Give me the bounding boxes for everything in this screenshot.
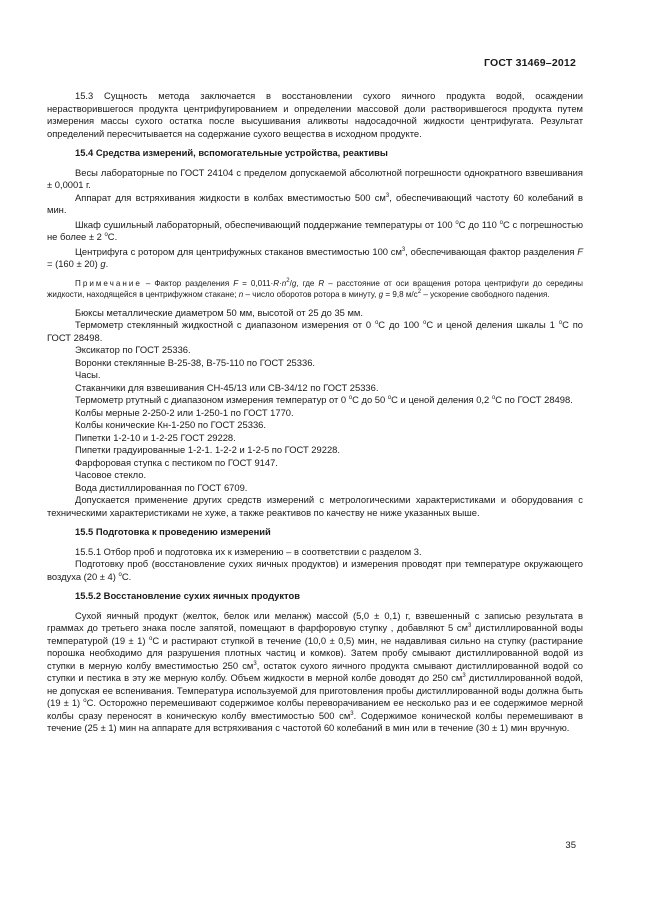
page-number: 35 [565, 840, 576, 851]
item-centrifuge: Центрифуга с ротором для центрифужных стаканов вместимостью 100 $см^3$, обеспечивающая фактор разделения F = (160 ± 20) g. [47, 245, 584, 269]
item-volumetric-flasks: Колбы мерные 2-250-2 или 1-250-1 по ГОСТ 1770. [75, 406, 294, 418]
item-mortar: Фарфоровая ступка с пестиком по ГОСТ 9147. [75, 456, 278, 468]
paragraph-allowed-alternatives: Допускается применение других средств измерений с метрологическими характеристиками и оборудования с техническими характеристиками не хуже, а также реактивов по качеству не ниже указанных выше. [47, 494, 583, 518]
item-scales: Весы лабораторные по ГОСТ 24104 с пределом допускаемой абсолютной погрешности однократного взвешивания ± 0,0001 г. [47, 166, 583, 190]
heading-15-4: 15.4 Средства измерений, вспомогательные устройства, реактивы [75, 147, 388, 158]
paragraph-sample-prep: Подготовку проб (восстановление сухих яичных продуктов) и измерения проводят при температуре окружающего воздуха (20 ± 4) $^о$С. [47, 558, 583, 582]
note-separation-factor: Примечание – Фактор разделения $F = 0,011\cdot R\cdot n^2/g$, где R – расстояние от оси вращения ротора центрифуги до середины жидкости, находящейся в центрифужном стакане; n – число оборотов ротора в минуту, g = 9,8 $м/с^2$ – ускорение свободного падения. [47, 277, 583, 299]
paragraph-15-5-1: 15.5.1 Отбор проб и подготовка их к измерению – в соответствии с разделом 3. [75, 545, 422, 557]
item-funnels: Воронки стеклянные В-25-38, В-75-110 по ГОСТ 25336. [75, 356, 316, 368]
paragraph-restoration: Сухой яичный продукт (желток, белок или меланж) массой (5,0 ± 0,1) г, взвешенный с записью результата в граммах до третьего знака после запятой, помещают в фарфоровую ступку , добавляют 5 $см^3$ дистиллированной воды температурой (19 ± 1) $^о$С и растирают ступкой в течение (10,0 ± 0,5) мин, не надавливая сильно на ступку (растирание порошка необходимо для разрушения плотных частиц и комков). Затем пробу смывают дистиллированной водой из ступки в мерную колбу вместимостью 250 $см^3$, остаток сухого яичного продукта смывают дистиллированной водой со ступки и пестика в эту же мерную колбу. Объем жидкости в мерной колбе доводят до 250 $см^3$ дистиллированной водой, не допуская ее вспенивания. Температура используемой для приготовления пробы дистиллированной воды должна быть (19 ± 1) $^о$С. Осторожно перемешивают содержимое колбы переворачиванием ее несколько раз и ее содержимое мерной колбы сразу переносят в коническую колбу вместимостью 500 $см^3$. Содержимое конической колбы перемешивают в течение (25 ± 1) мин на аппарате для встряхивания с частотой 60 колебаний в мин или в течение (30 ± 1) мин вручную. [47, 609, 583, 733]
heading-15-5-2: 15.5.2 Восстановление сухих яичных продуктов [75, 590, 301, 601]
item-pipettes: Пипетки 1-2-10 и 1-2-25 ГОСТ 29228. [75, 431, 236, 443]
document-body [47, 90, 583, 735]
note-label: Примечание [75, 278, 142, 288]
item-graduated-pipettes: Пипетки градуированные 1-2-1. 1-2-2 и 1-2-5 по ГОСТ 29228. [75, 444, 340, 455]
item-desiccator: Эксикатор по ГОСТ 25336. [75, 344, 191, 355]
item-drying-cabinet: Шкаф сушильный лабораторный, обеспечивающий поддержание температуры от 100 $^о$С до 110 $^о$С с погрешностью не более ± 2 $^о$С. [47, 218, 583, 242]
item-distilled-water: Вода дистиллированная по ГОСТ 6709. [75, 481, 248, 493]
item-thermometer-glass: Термометр стеклянный жидкостной с диапазоном измерения от 0 $^о$С до 100 $^о$С и ценой деления шкалы 1 $^о$С по ГОСТ 28498. [47, 319, 583, 343]
item-dishes: Бюксы металлические диаметром 50 мм, высотой от 25 до 35 мм. [75, 306, 363, 318]
item-conical-flasks: Колбы конические Кн-1-250 по ГОСТ 25336. [75, 419, 266, 430]
item-weighing-cups: Стаканчики для взвешивания СН-45/13 или СВ-34/12 по ГОСТ 25336. [75, 381, 379, 393]
item-clock: Часы. [75, 369, 101, 380]
standard-header: ГОСТ 31469–2012 [483, 57, 576, 69]
heading-15-5: 15.5 Подготовка к проведению измерений [75, 526, 271, 537]
item-thermometer-mercury: Термометр ртутный с диапазоном измерения температур от 0 $^о$С до 50 $^о$С и ценой деления 0,2 $^о$С по ГОСТ 28498. [75, 394, 573, 405]
item-watch-glass: Часовое стекло. [75, 469, 147, 480]
paragraph-15-3: 15.3 Сущность метода заключается в восстановлении сухого яичного продукта водой, осаждении нерастворившегося продукта центрифугированием и определении массовой доли растворившегося продукта путем измерения массы сухого остатка после высушивания аликвоты надосадочной жидкости центрифугата. Результат определений пересчитывается на содержание сухого вещества в исходном продукте. [47, 90, 583, 139]
item-shaker: Аппарат для встряхивания жидкости в колбах вместимостью 500 $см^3$, обеспечивающий частоту 60 колебаний в мин. [47, 191, 583, 215]
